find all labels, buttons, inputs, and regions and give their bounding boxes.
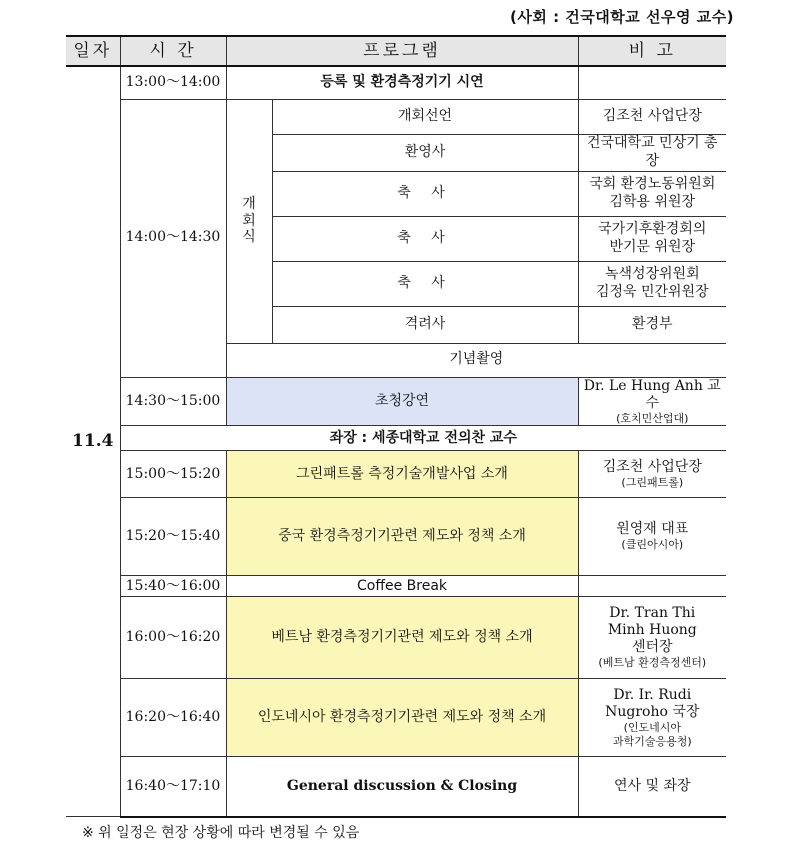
table-row: [66, 99, 726, 134]
time-cell: 13:00～14:00: [120, 66, 226, 99]
program-cell: General discussion & Closing: [226, 757, 578, 817]
date-cell: 11.4: [66, 66, 120, 817]
program-cell: 환영사: [272, 134, 578, 171]
notes-cell: 김조천 사업단장: [578, 99, 726, 134]
time-cell: 14:30～15:00: [120, 377, 226, 426]
table-row: [66, 66, 726, 99]
notes-cell: 건국대학교 민상기 총장: [578, 134, 726, 171]
program-cell: 개회선언: [272, 99, 578, 134]
time-cell: 16:20～16:40: [120, 679, 226, 757]
table-row: [66, 576, 726, 597]
table-row: [66, 597, 726, 679]
program-cell: 베트남 환경측정기기관련 제도와 정책 소개: [226, 597, 578, 679]
time-cell: 15:40～16:00: [120, 576, 226, 597]
table-row: [66, 757, 726, 817]
notes-cell: 녹색성장위원회 김정욱 민간위원장: [578, 261, 726, 306]
time-cell: 16:00～16:20: [120, 597, 226, 679]
notes-cell: 연사 및 좌장: [578, 757, 726, 817]
chair-cell: 좌장 : 세종대학교 전의찬 교수: [120, 426, 726, 451]
program-cell: Coffee Break: [226, 576, 578, 597]
moderator-note: (사회 : 건국대학교 선우영 교수): [510, 8, 734, 26]
notes-cell: 국회 환경노동위원회 김학용 위원장: [578, 171, 726, 216]
photo-cell: 기념촬영: [226, 343, 726, 377]
time-cell: 14:00～14:30: [120, 99, 226, 377]
program-cell: 인도네시아 환경측정기기관련 제도와 정책 소개: [226, 679, 578, 757]
notes-cell: 국가기후환경회의 반기문 위원장: [578, 216, 726, 261]
ceremony-label: 개 회 식: [226, 99, 272, 343]
program-cell: 초청강연: [226, 377, 578, 426]
header-time: 시 간: [120, 36, 226, 66]
notes-cell: Dr. Tran Thi Minh Huong 센터장 (베트남 환경측정센터): [578, 597, 726, 679]
notes-cell: Dr. Ir. Rudi Nugroho 국장 (인도네시아 과학기술응용청): [578, 679, 726, 757]
program-cell: 축 사: [272, 261, 578, 306]
chair-row: [66, 426, 726, 451]
table-row: [66, 377, 726, 426]
program-cell: 축 사: [272, 216, 578, 261]
notes-cell: 원영재 대표 (클린아시아): [578, 498, 726, 576]
program-cell: 그린패트롤 측정기술개발사업 소개: [226, 451, 578, 498]
schedule-table: [66, 35, 726, 818]
header-program: 프로그램: [226, 36, 578, 66]
time-cell: 15:20～15:40: [120, 498, 226, 576]
header-row: [66, 36, 726, 66]
table-row: [66, 451, 726, 498]
notes-cell: Dr. Le Hung Anh 교수 (호치민산업대): [578, 377, 726, 426]
program-cell: 축 사: [272, 171, 578, 216]
program-cell: 등록 및 환경측정기기 시연: [226, 66, 578, 99]
notes-cell: 김조천 사업단장 (그린패트롤): [578, 451, 726, 498]
time-cell: 15:00～15:20: [120, 451, 226, 498]
table-row: [66, 498, 726, 576]
notes-cell: [578, 66, 726, 99]
notes-cell: [578, 576, 726, 597]
table-row: [66, 679, 726, 757]
header-notes: 비 고: [578, 36, 726, 66]
program-cell: 중국 환경측정기기관련 제도와 정책 소개: [226, 498, 578, 576]
time-cell: 16:40～17:10: [120, 757, 226, 817]
program-cell: 격려사: [272, 306, 578, 343]
notes-cell: 환경부: [578, 306, 726, 343]
header-date: 일자: [66, 36, 120, 66]
footnote: ※ 위 일정은 현장 상황에 따라 변경될 수 있음: [82, 825, 360, 841]
